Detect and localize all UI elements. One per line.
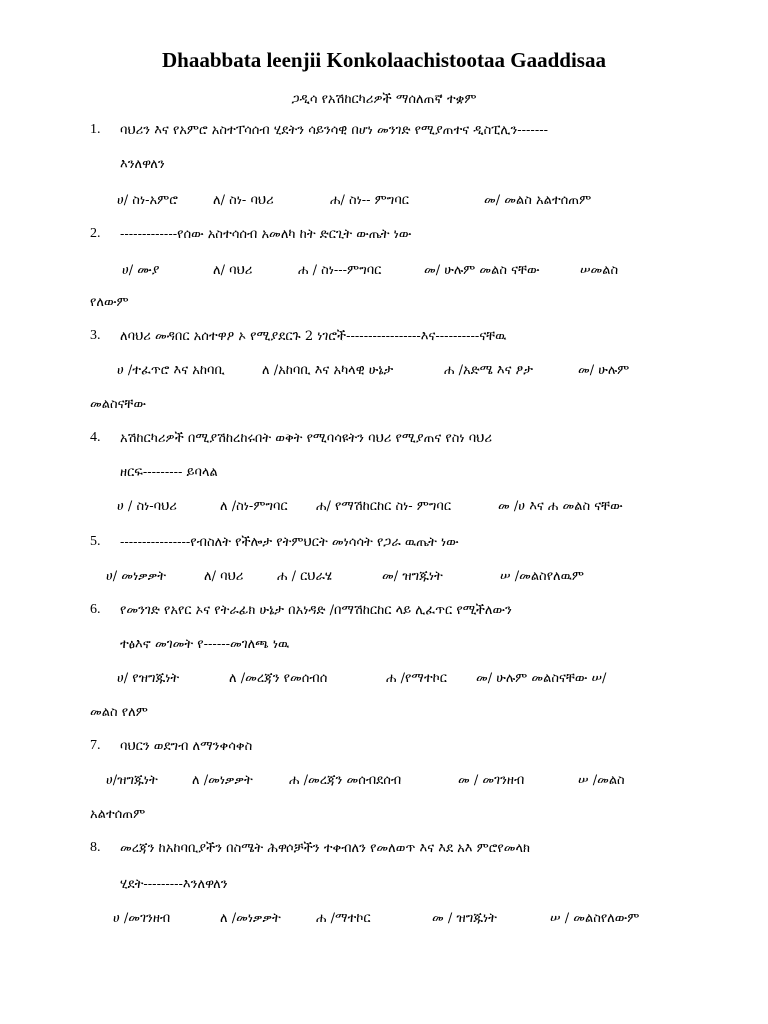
option-continued: አልተሰጠም bbox=[90, 807, 146, 822]
document-title: Dhaabbata leenjii Konkolaachistootaa Gaaddisaa bbox=[162, 48, 606, 72]
question-text-continued: ተፅእኖ መገመት የ------መገለጫ ነዉ bbox=[120, 637, 290, 652]
option-continued: መልስ የለም bbox=[90, 705, 148, 720]
option-b: ለ /መነቃቃት bbox=[220, 911, 281, 926]
option-c: ሐ/ የማሽከርከር ስነ- ምግባር bbox=[316, 499, 452, 514]
option-e: ሠ / መልስየለውም bbox=[550, 911, 640, 926]
option-d: መ / ዝግጁነት bbox=[432, 911, 497, 926]
option-c: ሐ /የማተኮር bbox=[386, 671, 447, 686]
question-text: አሽከርካሪዎች በሚያሽከረከሩበት ወቅት የሚባሳዩትን ባህሪ የሚያጠና የስነ ባህሪ bbox=[120, 431, 492, 446]
question-text-continued: ሂደት---------እንለዋለን bbox=[120, 877, 228, 892]
question-text: ባህርን ወደግብ ለማንቀሳቀስ bbox=[120, 739, 253, 754]
question-text: ----------------የብስለት የችሎታ የትምህርት መነሳሳት የጋራ ዉጤት ነው bbox=[120, 535, 459, 550]
question-number: 4. bbox=[90, 430, 101, 445]
question-text: ባህሪን እና የአምሮ አስተፐሳሰብ ሂደትን ሳይንሳዊ በሆነ መንገድ የሚያጠተና ዲስፒሊን------- bbox=[120, 123, 549, 138]
option-continued: መልስናቸው bbox=[90, 397, 146, 412]
question-number: 5. bbox=[90, 534, 101, 549]
option-b: ለ /መረጃን የመሰብሰ bbox=[229, 671, 328, 686]
option-d: መ/ ዝግጁነት bbox=[382, 569, 443, 584]
question-text: መረጃን ከአከባቢያችን በስሜት ሕዋሶቻችን ተቀብለን የመለወጥ እና እደ አእ ምሮየመላክ bbox=[120, 841, 531, 856]
option-e: ሠ /መልስየለዉም bbox=[500, 569, 585, 584]
option-d: መ/ ሁሉም መልስናቸው ሠ/ bbox=[476, 671, 607, 686]
option-a: ሀ /ተፈጥሮ እና አከባቢ bbox=[117, 363, 225, 378]
option-d: መ/ ሁሉም bbox=[578, 363, 630, 378]
question-text-continued: ዘርፍ--------- ይባላል bbox=[120, 465, 218, 480]
document-subtitle: ጋዲሳ የአሽከርካሪዎች ማሰለጠኛ ተቋም bbox=[291, 92, 477, 107]
option-c: ሐ / ስነ---ምግባር bbox=[298, 263, 382, 278]
option-a: ሀ/ መነቃቃት bbox=[106, 569, 167, 584]
option-c: ሐ /መረጃን መሰብደሰብ bbox=[289, 773, 402, 788]
option-b: ለ/ ባህሪ bbox=[213, 263, 253, 278]
option-c: ሐ /አድሜ እና ፆታ bbox=[444, 363, 533, 378]
option-b: ለ/ ስነ- ባህሪ bbox=[213, 193, 274, 208]
option-a: ሀ/ የዝግጁነት bbox=[117, 671, 180, 686]
question-number: 1. bbox=[90, 122, 101, 137]
option-continued: የለውም bbox=[90, 295, 129, 310]
question-number: 3. bbox=[90, 328, 101, 343]
option-a: ሀ/ ሙያ bbox=[122, 263, 160, 278]
option-d: መ/ መልስ አልተሰጠም bbox=[484, 193, 592, 208]
option-d: መ/ ሁሉም መልስ ናቸው bbox=[424, 263, 540, 278]
question-number: 8. bbox=[90, 840, 101, 855]
question-text-continued: እንለዋለን bbox=[120, 157, 165, 172]
option-d: መ / መገንዘብ bbox=[458, 773, 525, 788]
option-b: ለ /መነቃቃት bbox=[192, 773, 253, 788]
question-number: 2. bbox=[90, 226, 101, 241]
option-c: ሐ /ማተኮር bbox=[316, 911, 371, 926]
question-text: -------------የሰው አስተሳሰብ አመለካ ከት ድርጊት ውጤት ነው bbox=[120, 227, 412, 242]
option-c: ሐ / ርህራሄ bbox=[277, 569, 332, 584]
option-d: መ /ሀ እና ሐ መልስ ናቸው bbox=[498, 499, 623, 514]
option-a: ሀ/ ስነ-አምሮ bbox=[117, 193, 178, 208]
option-a: ሀ/ዝግጁነት bbox=[106, 773, 158, 788]
option-e: ሠመልስ bbox=[580, 263, 619, 278]
option-a: ሀ / ስነ-ባህሪ bbox=[117, 499, 177, 514]
option-a: ሀ /መገንዘብ bbox=[113, 911, 171, 926]
question-number: 7. bbox=[90, 738, 101, 753]
option-b: ለ/ ባህሪ bbox=[204, 569, 244, 584]
option-b: ለ /አከባቢ እና አካላዊ ሁኔታ bbox=[262, 363, 394, 378]
question-number: 6. bbox=[90, 602, 101, 617]
question-text: የመንገድ የአየር ኦና የትራፊክ ሁኔታ በአነዳድ /በማሽከርከር ላይ ሊፈጥር የሚችለውን bbox=[120, 603, 512, 618]
question-text: ለባህሪ መዳበር አሰተዋዖ ኦ የሚያደርጉ 2 ነገሮች-----------------እና----------ናቸዉ bbox=[120, 329, 507, 344]
option-b: ለ /ስነ-ምግባር bbox=[220, 499, 288, 514]
option-c: ሐ/ ስነ-- ምግባር bbox=[330, 193, 409, 208]
option-e: ሠ /መልስ bbox=[578, 773, 625, 788]
